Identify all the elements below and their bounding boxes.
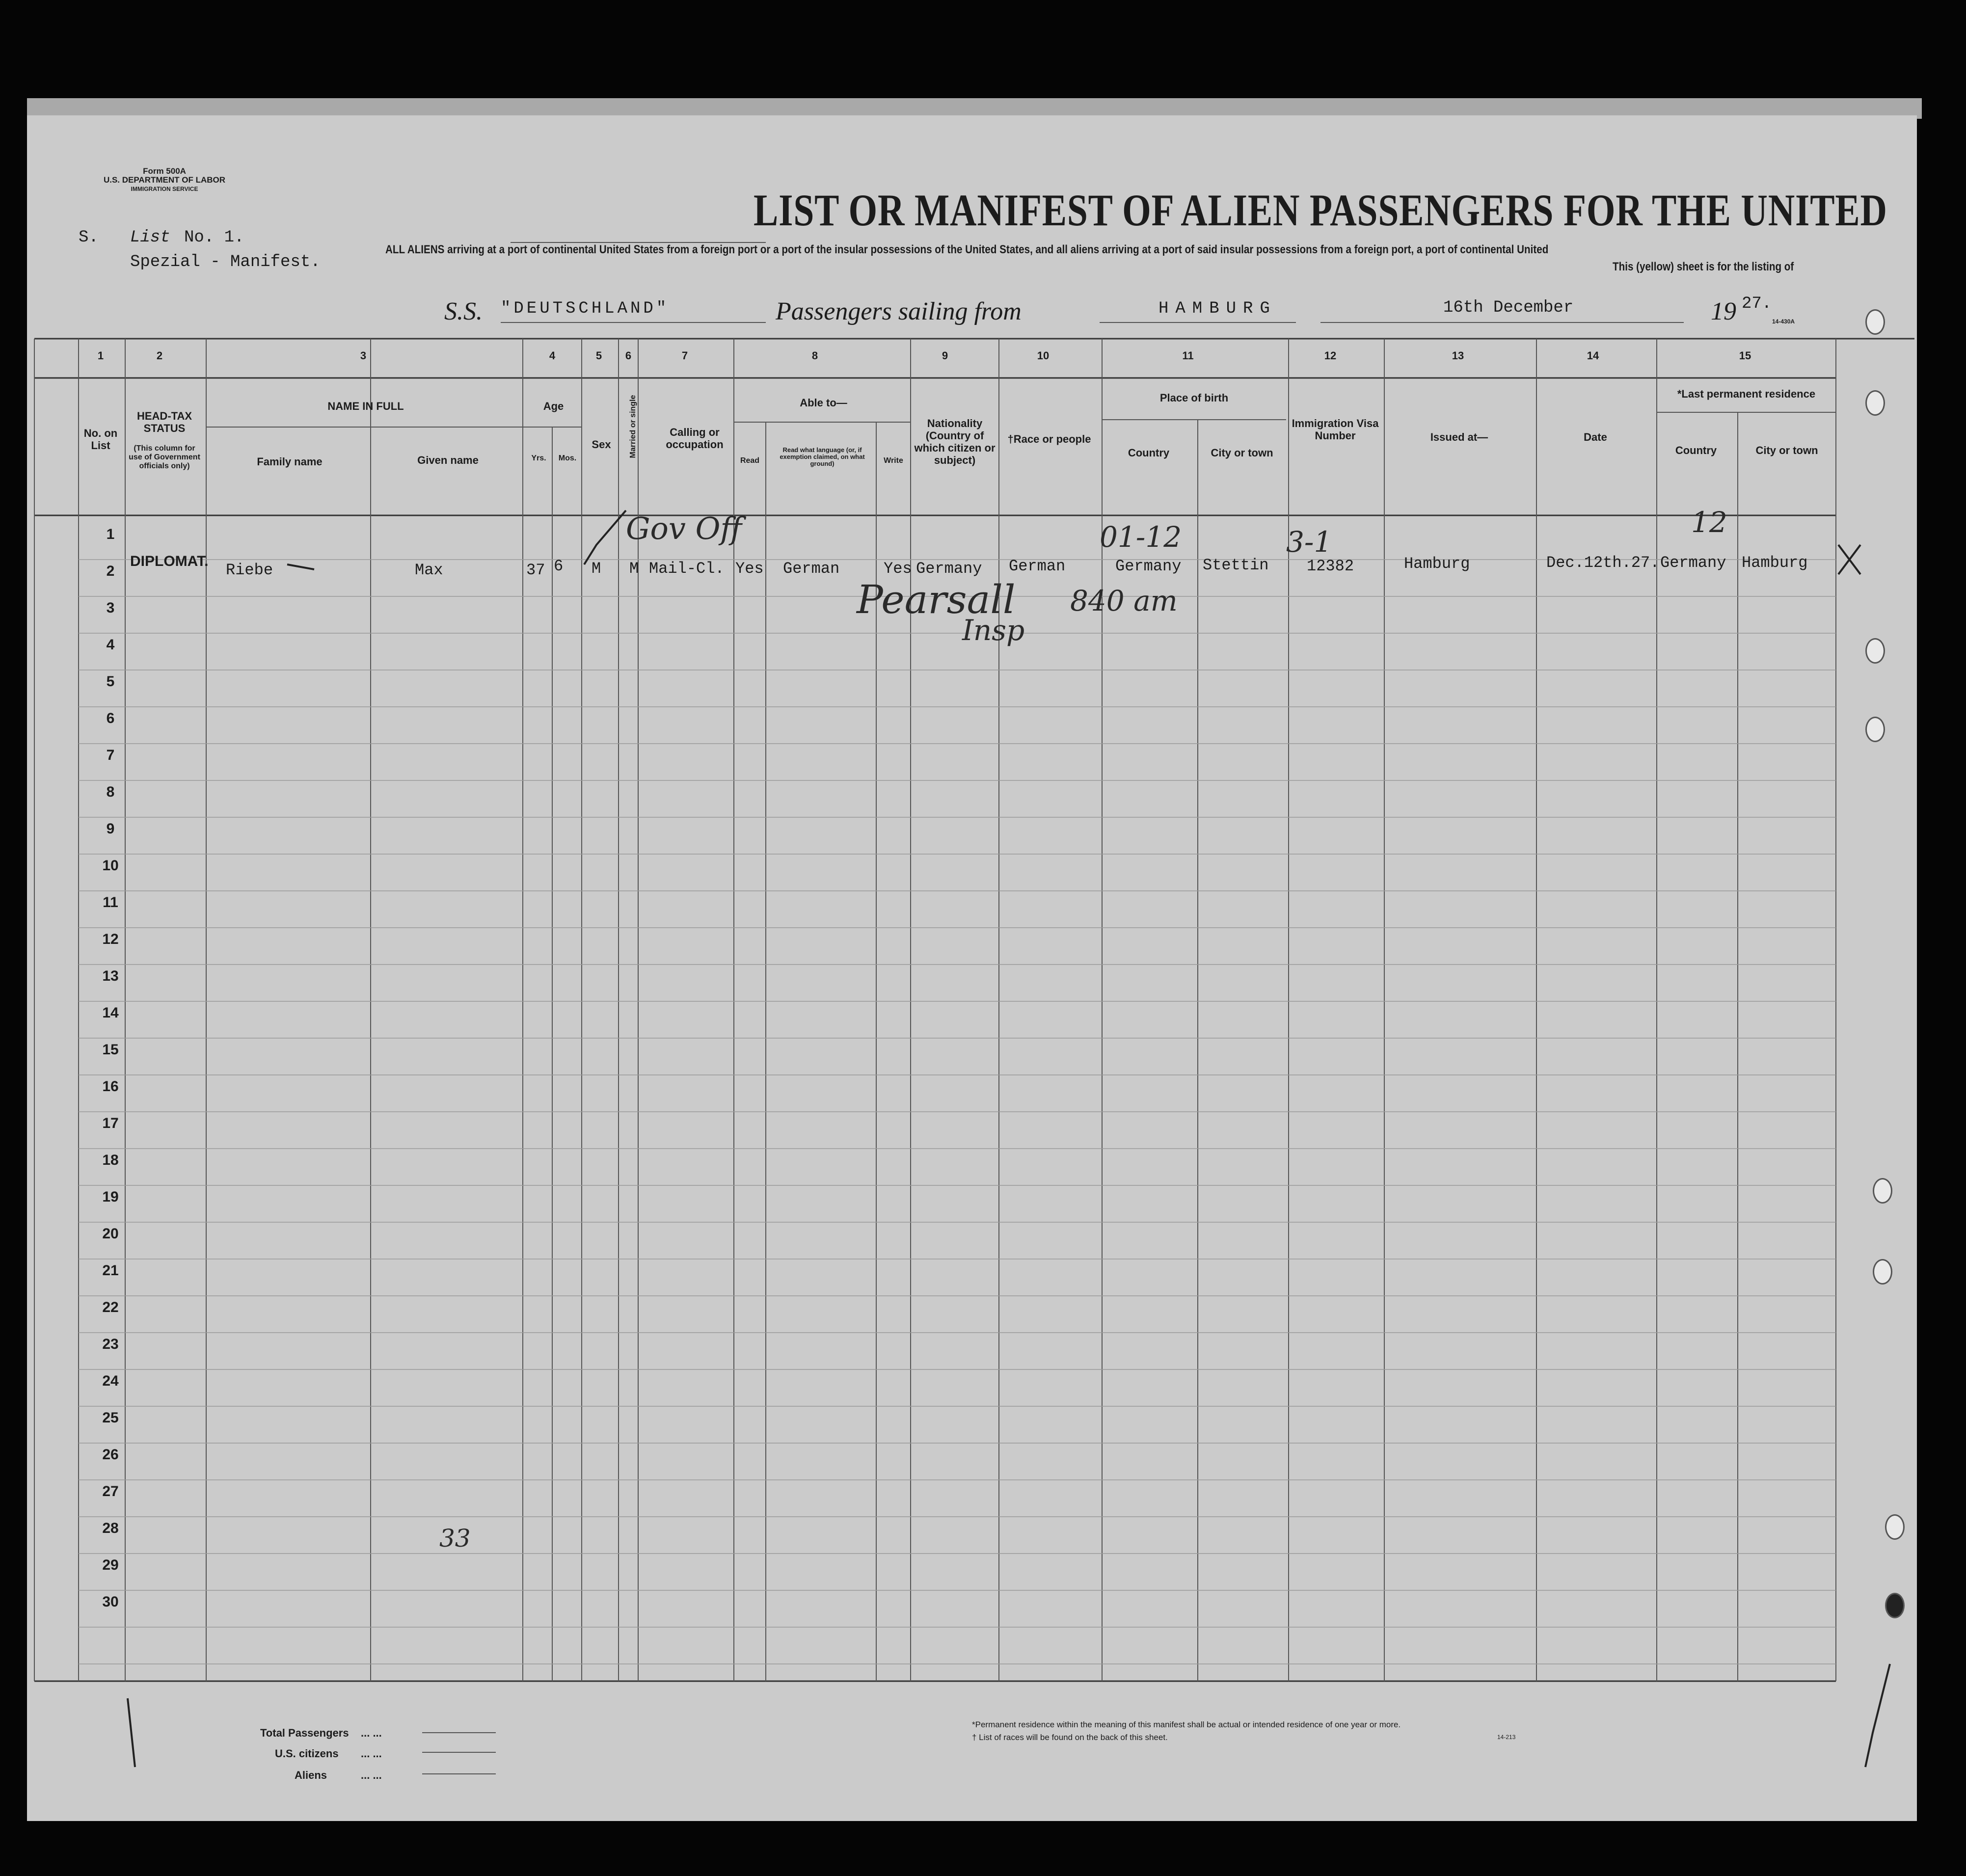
header-write: Write (884, 456, 903, 465)
header-married: Married or single (629, 395, 637, 458)
entry-age-years: 37 (526, 561, 545, 579)
row-number: 7 (106, 747, 115, 763)
subtitle-line-2: This (yellow) sheet is for the listing of (1613, 260, 1794, 273)
department: U.S. DEPARTMENT OF LABOR (103, 175, 226, 185)
note-gov-off: Gov Off (626, 510, 742, 546)
row-number: 28 (102, 1520, 119, 1536)
row-number: 20 (102, 1226, 119, 1242)
row-number: 15 (102, 1042, 119, 1058)
entry-calling: Mail-Cl. (649, 560, 725, 578)
entry-res-city: Hamburg (1742, 554, 1808, 572)
list-number: No. 1. (184, 228, 244, 247)
row-number: 9 (106, 821, 115, 837)
row-number: 6 (106, 710, 115, 726)
header-calling: Calling or occupation (666, 426, 724, 451)
footer-code: 14-213 (1497, 1734, 1516, 1741)
binder-hole (1865, 390, 1885, 416)
entry-issued-at: Hamburg (1404, 555, 1470, 573)
s-label: S. (79, 228, 99, 247)
header-no-on-list: No. on List (83, 427, 118, 452)
check-mark-corner (1865, 1664, 1890, 1767)
header-place-of-birth: Place of birth (1159, 392, 1229, 404)
entry-birth-country: Germany (1115, 557, 1182, 575)
header-mos: Mos. (558, 454, 577, 462)
note-page-mark: 33 (439, 1524, 471, 1553)
row-number: 16 (102, 1078, 119, 1095)
entry-res-country: Germany (1660, 554, 1726, 572)
row-number: 10 (102, 858, 119, 874)
margin-stroke (128, 1698, 135, 1767)
header-last-residence: *Last permanent residence (1677, 388, 1816, 400)
tick-family-name (287, 564, 314, 569)
entry-married: M (629, 560, 639, 578)
note-inspection-time: 840 am (1070, 584, 1178, 617)
binder-hole (1885, 1593, 1905, 1618)
row-number: 19 (102, 1189, 119, 1205)
header-res-city: City or town (1755, 444, 1818, 456)
column-number: 6 (625, 349, 632, 362)
column-number: 15 (1739, 349, 1751, 362)
column-number: 3 (360, 349, 367, 362)
x-mark (1838, 545, 1860, 574)
row-number: 11 (103, 894, 118, 911)
header-yrs: Yrs. (531, 454, 546, 462)
entry-visa-number: 12382 (1307, 557, 1354, 575)
footer-note-residence: *Permanent residence within the meaning of this manifest shall be actual or intended residence of one year or more. (972, 1720, 1401, 1729)
footer-dots: ... ... (361, 1769, 382, 1781)
binder-hole (1873, 1178, 1892, 1204)
binder-hole (1865, 638, 1885, 664)
binder-hole (1865, 717, 1885, 742)
column-number: 14 (1587, 349, 1599, 362)
row-number: 8 (106, 784, 115, 800)
form-block (103, 167, 226, 193)
footer-us-citizens: U.S. citizens (275, 1747, 339, 1760)
column-number: 7 (681, 349, 688, 362)
column-number: 11 (1182, 349, 1194, 362)
form-number: Form 500A (143, 166, 186, 176)
header-race: †Race or people (1007, 433, 1091, 445)
row-number: 26 (102, 1447, 119, 1463)
sailing-label: Passengers sailing from (776, 297, 1022, 325)
column-number: 12 (1324, 349, 1337, 362)
header-sex: Sex (592, 438, 611, 451)
header-age: Age (543, 400, 564, 412)
row-number: 22 (102, 1299, 119, 1315)
header-issued-at: Issued at— (1430, 431, 1488, 443)
binder-hole (1873, 1259, 1892, 1285)
binder-hole (1865, 309, 1885, 335)
entry-sex: M (592, 560, 601, 578)
entry-visa-date: Dec.12th.27. (1546, 554, 1660, 572)
header-birth-country: Country (1128, 447, 1170, 459)
row-number: 12 (102, 931, 119, 947)
header-head-tax-note: (This column for use of Government officials only) (129, 444, 200, 470)
column-number: 8 (811, 349, 818, 362)
row-number: 14 (102, 1005, 119, 1021)
header-able-to: Able to— (800, 397, 847, 409)
header-head-tax: HEAD-TAX STATUS (136, 410, 192, 434)
year-suffix: 27. (1742, 295, 1772, 313)
row-number: 27 (102, 1483, 119, 1500)
entry-age-months: 6 (554, 557, 564, 575)
ship-name: "DEUTSCHLAND" (501, 299, 670, 318)
check-mark-age (584, 510, 626, 564)
entry-given-name: Max (415, 561, 443, 579)
header-visa-date: Date (1584, 431, 1607, 443)
row-number: 4 (106, 637, 115, 653)
entry-family-name: Riebe (226, 561, 273, 579)
header-family-name: Family name (257, 456, 323, 468)
row-number: 18 (102, 1152, 119, 1168)
header-visa-number: Immigration Visa Number (1292, 417, 1379, 442)
header-birth-city: City or town (1211, 447, 1273, 459)
footer-total-passengers: Total Passengers (260, 1727, 349, 1739)
column-number: 5 (595, 349, 602, 362)
row-number: 23 (102, 1336, 119, 1352)
row-number: 3 (106, 600, 115, 616)
ss-prefix: S.S. (444, 297, 483, 325)
list-label: List (130, 228, 170, 247)
entry-head-tax: DIPLOMAT. (130, 553, 209, 569)
row-number: 30 (102, 1594, 119, 1610)
row-number: 21 (102, 1262, 119, 1279)
sailing-date: 16th December (1443, 298, 1574, 317)
entry-nationality: Germany (916, 560, 982, 578)
entry-race: German (1009, 557, 1066, 575)
note-inspector-name: Pearsall (857, 577, 1016, 622)
row-number: 29 (102, 1557, 119, 1573)
header-read: Read (740, 456, 760, 465)
row-number: 5 (106, 673, 115, 690)
service: IMMIGRATION SERVICE (131, 186, 198, 192)
footer-dots: ... ... (361, 1747, 382, 1760)
footer-aliens: Aliens (295, 1769, 327, 1781)
note-res-code: 12 (1691, 506, 1727, 539)
note-birth-code: 01-12 (1100, 520, 1182, 554)
footer-dots: ... ... (361, 1727, 382, 1739)
header-res-country: Country (1675, 444, 1717, 456)
entry-read: Yes (735, 560, 764, 578)
row-number: 17 (102, 1115, 119, 1131)
year-prefix: 19 (1711, 297, 1736, 325)
port-name: HAMBURG (1158, 299, 1277, 318)
footer-note-races: † List of races will be found on the back of this sheet. (972, 1733, 1168, 1742)
row-number: 2 (106, 563, 115, 579)
row-number: 24 (102, 1373, 119, 1389)
note-visa-code: 3-1 (1286, 525, 1332, 559)
column-number: 10 (1037, 349, 1050, 362)
header-name-in-full: NAME IN FULL (327, 400, 404, 412)
entry-write: Yes (884, 560, 912, 578)
page-title: LIST OR MANIFEST OF ALIEN PASSENGERS FOR THE UNITED (754, 185, 1887, 235)
binder-hole (1885, 1514, 1905, 1540)
entry-read-language: German (783, 560, 840, 578)
row-number: 13 (102, 968, 119, 984)
column-number: 2 (156, 349, 163, 362)
header-nationality: Nationality (Country of which citizen or subject) (914, 417, 996, 466)
column-number: 9 (942, 349, 948, 362)
column-number: 13 (1452, 349, 1464, 362)
manifest-type: Spezial - Manifest. (130, 253, 321, 271)
corner-code: 14-430A (1772, 318, 1795, 325)
header-given-name: Given name (417, 454, 479, 466)
column-number: 4 (549, 349, 556, 362)
row-number: 1 (106, 526, 115, 542)
header-read-language: Read what language (or, if exemption claimed, on what ground) (780, 446, 865, 467)
column-number: 1 (97, 349, 104, 362)
subtitle-line-1: ALL ALIENS arriving at a port of continental United States from a foreign port or a port of the insular possessions of the United States, and all aliens arriving at a port of said insular possessions from a foreign port, a port of continental United (385, 243, 1549, 256)
entry-birth-city: Stettin (1203, 556, 1269, 574)
note-insp: Insp (962, 614, 1025, 647)
row-number: 25 (102, 1410, 119, 1426)
